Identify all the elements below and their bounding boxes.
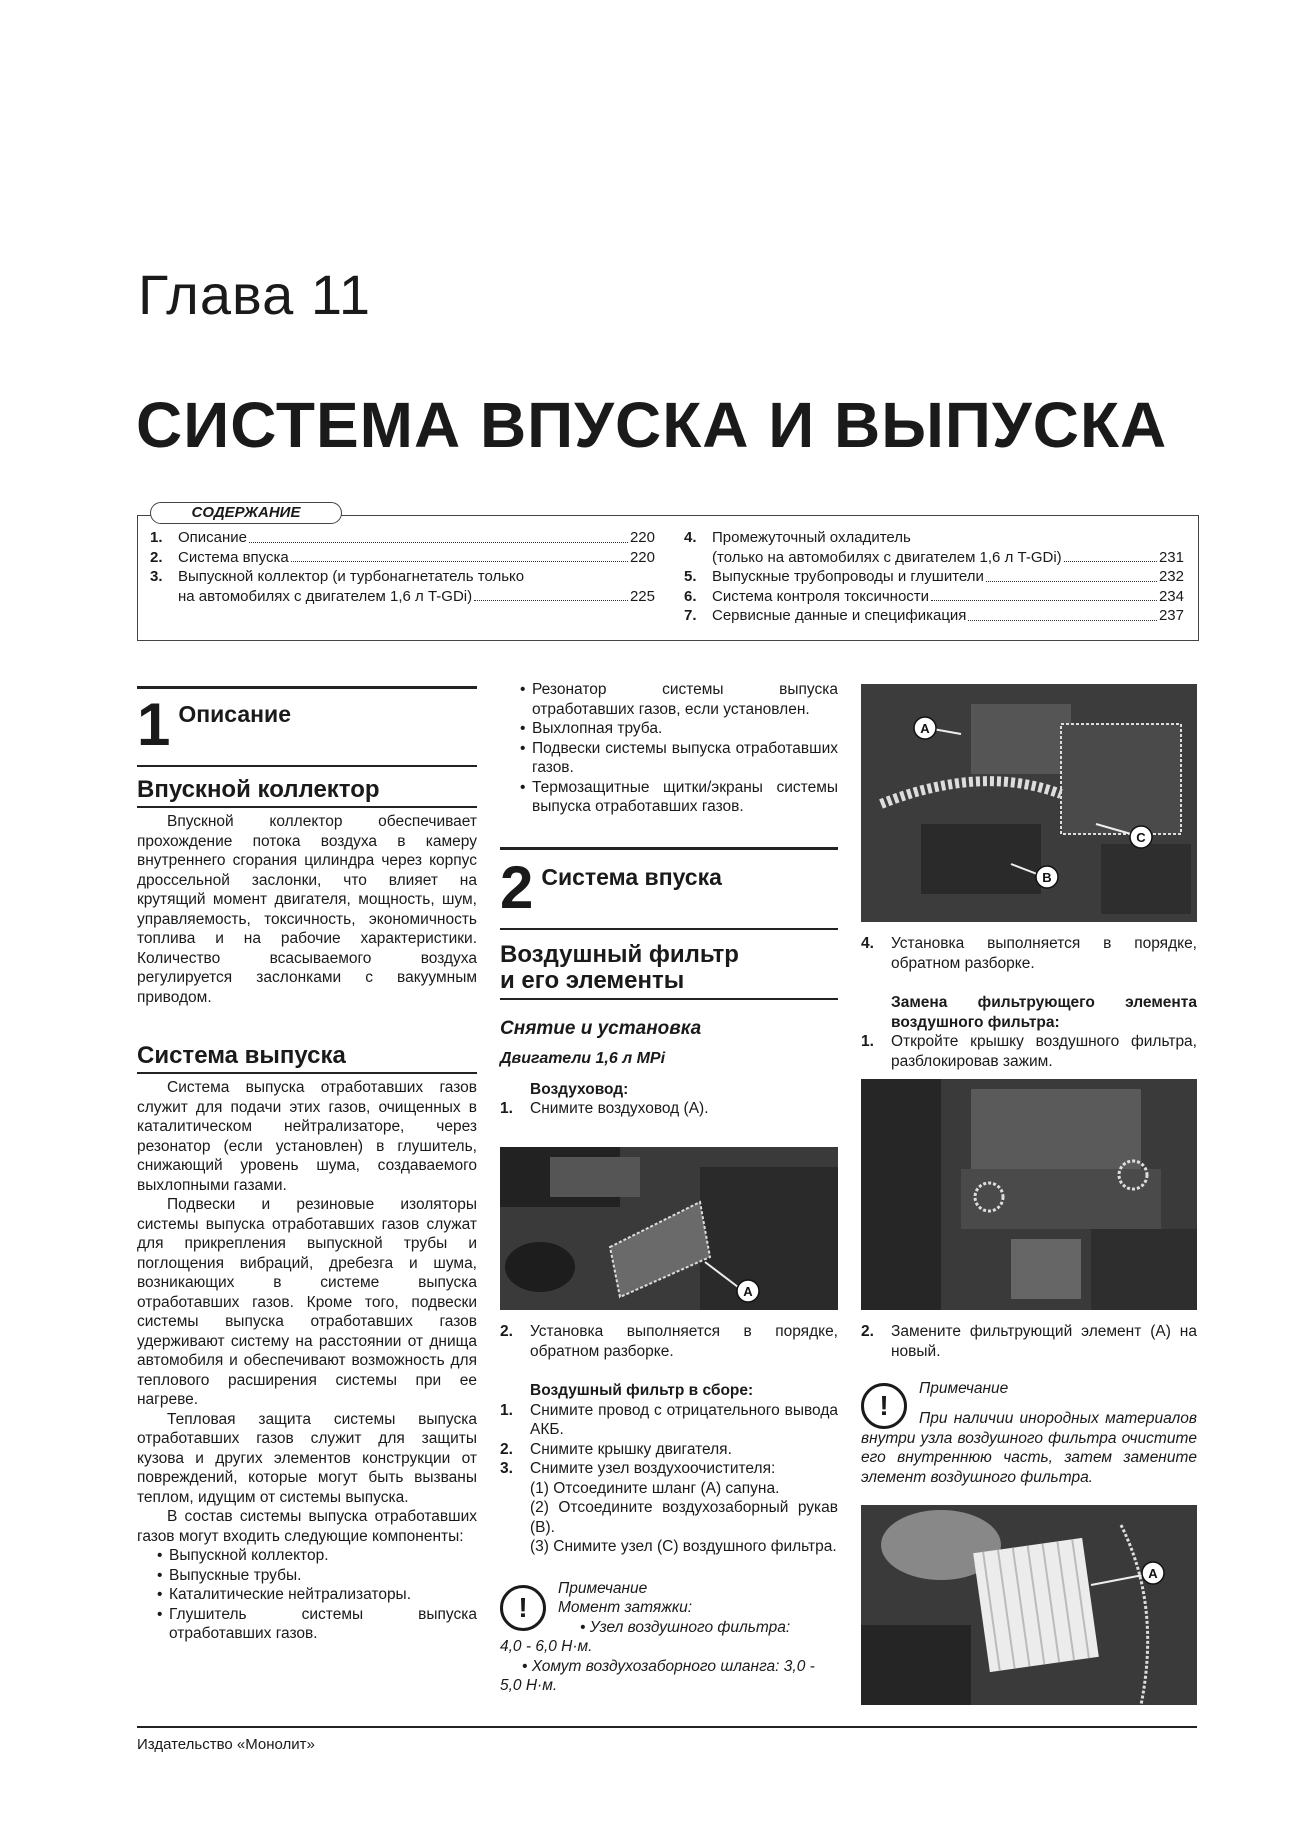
step: 2. Замените фильтрующий элемент (А) на новый. <box>861 1323 1197 1360</box>
section-2-heading <box>500 853 838 922</box>
section-1-heading <box>137 691 477 759</box>
photo-filter-housing <box>861 1079 1197 1310</box>
list-item: • Подвески системы выпуска отработавших газов. <box>500 739 838 778</box>
note-filter-text: При наличии инородных материалов внутри узла воздушного фильтра очистите его внутреннюю часть, затем замените элемент воздушного фильтра. <box>861 1410 1197 1486</box>
note-filter: ! Примечание <box>861 1379 1197 1429</box>
section-number: 2 <box>500 853 534 921</box>
chapter-title: СИСТЕМА ВПУСКА И ВЫПУСКА <box>136 389 1168 461</box>
warning-icon: ! <box>861 1383 907 1429</box>
photo-filter-element <box>861 1505 1197 1705</box>
section-rule <box>137 686 477 689</box>
toc-label: СОДЕРЖАНИЕ <box>150 502 342 524</box>
column-2-lower <box>500 1322 838 1696</box>
column-2 <box>500 680 838 1119</box>
sub-step: (2) Отсоедините воздухозаборный рукав (B). <box>530 1499 838 1536</box>
photo-label: C <box>1136 830 1146 845</box>
toc-item[interactable]: 1. Описание 220 <box>150 529 655 546</box>
sub-step: (3) Снимите узел (С) воздушного фильтра. <box>530 1538 837 1555</box>
paragraph: В состав системы выпуска отработавших газов могут входить следующие компоненты: <box>137 1508 477 1545</box>
publisher: Издательство «Монолит» <box>137 1736 315 1753</box>
toc-left-column <box>150 528 655 606</box>
warning-icon: ! <box>500 1585 546 1631</box>
note-torque-cont: 4,0 - 6,0 Н·м. • Хомут воздухозаборного шланга: 3,0 - 5,0 Н·м. <box>500 1638 815 1694</box>
section-title: Система впуска <box>541 863 722 890</box>
sub-step: (1) Отсоедините шланг (А) сапуна. <box>530 1479 780 1497</box>
list-item: • Резонатор системы выпуска отработавших газов, если установлен. <box>500 680 838 719</box>
paragraph: Впускной коллектор обеспечивает прохождение потока воздуха в камеру внутреннего сгорания цилиндра через корпус дроссельной заслонки, что влияет на крутящий момент двигателя, мощность, шум, управляемость, токсичность, экономичность топлива и на рабочие характеристики. Количество всасываемого воздуха регулируется заслонками с вакуумным приводом. <box>137 813 477 1006</box>
heading-air-filter: Воздушный фильтр и его элементы <box>500 940 739 994</box>
photo-label: A <box>920 721 930 736</box>
footer-rule <box>137 1726 1197 1728</box>
subheading: Воздуховод: <box>530 1080 629 1098</box>
list-item: • Выпускные трубы. <box>137 1566 477 1586</box>
heading-engine: Двигатели 1,6 л MPi <box>500 1049 666 1067</box>
section-number: 1 <box>137 691 171 758</box>
photo-engine-bay <box>861 684 1197 922</box>
column-3-text-1 <box>861 934 1197 1071</box>
list-item: • Термозащитные щитки/экраны системы выпуска отработавших газов. <box>500 778 838 817</box>
toc-item[interactable]: 4. Промежуточный охладитель <box>684 529 911 546</box>
note-torque: ! Примечание Момент затяжки: • Узел воздушного фильтра: <box>500 1579 838 1638</box>
list-item: • Выхлопная труба. <box>500 719 838 739</box>
step: 2. Установка выполняется в порядке, обратном разборке. <box>500 1323 838 1360</box>
toc-right-column <box>684 528 1184 626</box>
toc-item[interactable]: 7. Сервисные данные и спецификация 237 <box>684 607 1184 624</box>
toc-item[interactable]: 5. Выпускные трубопроводы и глушители 232 <box>684 568 1184 585</box>
paragraph: Тепловая защита системы выпуска отработавших газов служит для защиты кузова и других элементов конструкции от повреждений, которые могут быть вызваны теплом, идущим от системы выпуска. <box>137 1410 477 1506</box>
list-item: • Выпускной коллектор. <box>137 1546 477 1566</box>
photo-label: A <box>743 1284 753 1299</box>
toc-item-cont[interactable]: на автомобилях с двигателем 1,6 л T-GDi) 225 <box>178 587 655 605</box>
heading-removal: Снятие и установка <box>500 1017 702 1039</box>
column-3-text-2 <box>861 1322 1197 1487</box>
heading-intake-manifold: Впускной коллектор <box>137 776 380 803</box>
step: 2. Снимите крышку двигателя. <box>500 1440 732 1458</box>
subheading: Замена фильтрующего элемента воздушного фильтра: <box>891 994 1197 1031</box>
column-1 <box>137 686 477 1644</box>
paragraph: Система выпуска отработавших газов служит для подачи этих газов, очищенных в каталитическом нейтрализаторе, через резонатор (если установлен) в глушитель, снижающий уровень шума, создаваемого выхлопными газами. <box>137 1079 477 1194</box>
chapter-number: Глава 11 <box>138 263 371 326</box>
section-rule <box>500 847 838 850</box>
toc-item[interactable]: 3. Выпускной коллектор (и турбонагнетатель только <box>150 568 525 585</box>
photo-air-duct <box>500 1147 838 1310</box>
step: 1. Снимите воздуховод (А). <box>500 1100 709 1117</box>
step: 4. Установка выполняется в порядке, обратном разборке. <box>861 935 1197 972</box>
step: 1. Снимите провод с отрицательного вывода АКБ. <box>500 1401 838 1438</box>
toc-item[interactable]: 6. Система контроля токсичности 234 <box>684 587 1184 605</box>
list-item: • Каталитические нейтрализаторы. <box>137 1585 477 1605</box>
list-item: • Глушитель системы выпуска отработавших газов. <box>137 1605 477 1644</box>
heading-exhaust-system: Система выпуска <box>137 1042 346 1069</box>
photo-label: B <box>1042 870 1052 885</box>
toc-item[interactable]: 2. Система впуска 220 <box>150 548 655 566</box>
step: 3. Снимите узел воздухоочистителя: <box>500 1460 776 1477</box>
toc-item-cont[interactable]: (только на автомобилях с двигателем 1,6 л T-GDi) 231 <box>712 548 1184 566</box>
step: 1. Откройте крышку воздушного фильтра, разблокировав зажим. <box>861 1033 1197 1070</box>
photo-label: A <box>1148 1566 1158 1581</box>
section-title: Описание <box>178 701 291 727</box>
subheading: Воздушный фильтр в сборе: <box>530 1382 754 1399</box>
paragraph: Подвески и резиновые изоляторы системы выпуска отработавших газов служат для прикрепления выпускной трубы и поглощения вибраций, дребезга и шума, возникающих в системе выпуска отработавших газов. Кроме того, подвески системы выпуска отработавших газов удерживают систему на расстоянии от днища автомобиля и обеспечивают возможность для теплового расширения системы при ее нагреве. <box>137 1196 477 1408</box>
